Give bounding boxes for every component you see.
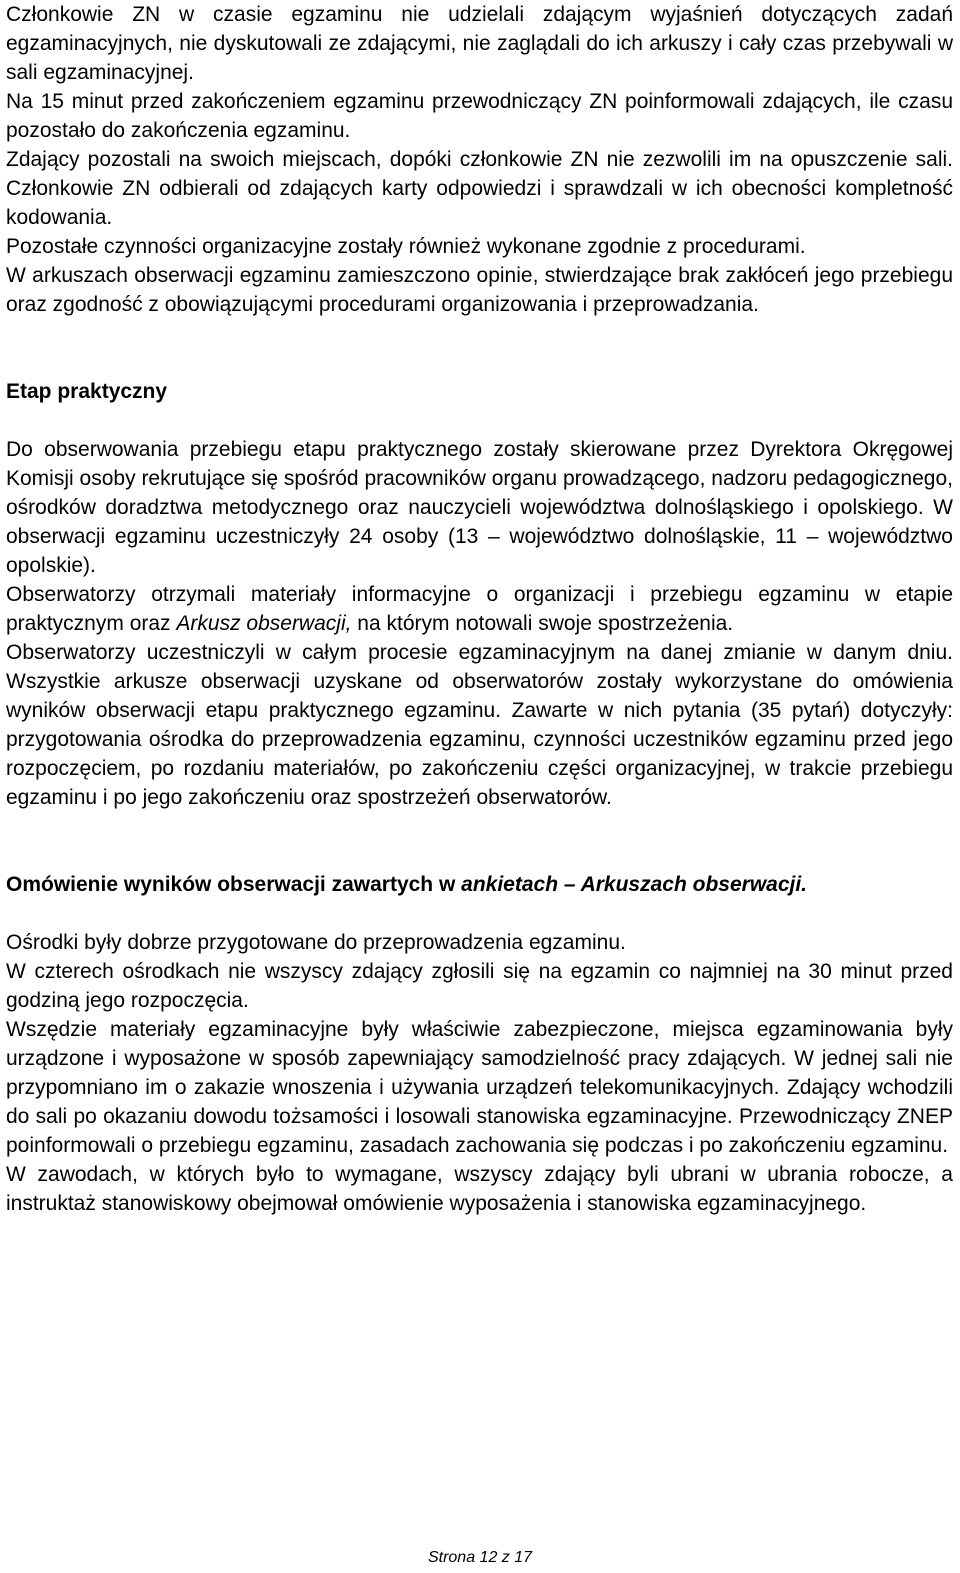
spacer: [6, 406, 953, 435]
paragraph-text: na którym notowali swoje spostrzeżenia.: [351, 612, 734, 635]
section-heading: [6, 870, 953, 899]
spacer: [6, 812, 953, 870]
paragraph: Członkowie ZN w czasie egzaminu nie udzielali zdającym wyjaśnień dotyczących zadań egzaminacyjnych, nie dyskutowali ze zdającymi, nie zaglądali do ich arkuszy i cały czas przebywali w sali egzaminacyjnej.: [6, 3, 953, 84]
paragraph: Ośrodki były dobrze przygotowane do przeprowadzenia egzaminu.: [6, 931, 626, 954]
paragraph: Pozostałe czynności organizacyjne zostały również wykonane zgodnie z procedurami.: [6, 235, 806, 258]
paragraph: Zdający pozostali na swoich miejscach, dopóki członkowie ZN nie zezwolili im na opuszczenie sali. Członkowie ZN odbierali od zdających karty odpowiedzi i sprawdzali w ich obecności kompletność kodowania.: [6, 148, 953, 229]
paragraph: W zawodach, w których było to wymagane, wszyscy zdający byli ubrani w ubrania robocze, a instruktaż stanowiskowy obejmował omówienie wyposażenia i stanowiska egzaminacyjnego.: [6, 1163, 953, 1215]
paragraph: Do obserwowania przebiegu etapu praktycznego zostały skierowane przez Dyrektora Okręgowej Komisji osoby rekrutujące się spośród pracowników organu prowadzącego, nadzoru pedagogicznego, ośrodków doradztwa metodycznego oraz nauczycieli województwa dolnośląskiego i opolskiego. W obserwacji egzaminu uczestniczyły 24 osoby (13 – województwo dolnośląskie, 11 – województwo opolskie).: [6, 438, 953, 577]
paragraph: W arkuszach obserwacji egzaminu zamieszczono opinie, stwierdzające brak zakłóceń jego przebiegu oraz zgodność z obowiązującymi procedurami organizowania i przeprowadzania.: [6, 264, 953, 316]
paragraph: Na 15 minut przed zakończeniem egzaminu przewodniczący ZN poinformowali zdających, ile czasu pozostało do zakończenia egzaminu.: [6, 90, 953, 142]
section-heading: Etap praktyczny: [6, 380, 168, 403]
paragraph: W czterech ośrodkach nie wszyscy zdający zgłosili się na egzamin co najmniej na 30 minut przed godziną jego rozpoczęcia.: [6, 960, 953, 1012]
paragraph: Obserwatorzy uczestniczyli w całym procesie egzaminacyjnym na danej zmianie w danym dniu. Wszystkie arkusze obserwacji uzyskane od obserwatorów zostały wykorzystane do omówienia wyników obserwacji etapu praktycznego egzaminu. Zawarte w nich pytania (35 pytań) dotyczyły: przygotowania ośrodka do przeprowadzenia egzaminu, czynności uczestników egzaminu przed jego rozpoczęciem, po rozdaniu materiałów, po zakończeniu części organizacyjnej, w trakcie przebiegu egzaminu i po jego zakończeniu oraz spostrzeżeń obserwatorów.: [6, 641, 953, 809]
paragraph-text: Obserwatorzy otrzymali materiały informacyjne o organizacji i przebiegu egzaminu w etapie praktycznym oraz: [6, 583, 953, 635]
heading-text: Omówienie wyników obserwacji zawartych w: [6, 873, 462, 896]
paragraph: Wszędzie materiały egzaminacyjne były właściwie zabezpieczone, miejsca egzaminowania były urządzone i wyposażone w sposób zapewniający samodzielność pracy zdających. W jednej sali nie przypomniano im o zakazie wnoszenia i używania urządzeń telekomunikacyjnych. Zdający wchodzili do sali po okazaniu dowodu tożsamości i losowali stanowiska egzaminacyjne. Przewodniczący ZNEP poinformowali o przebiegu egzaminu, zasadach zachowania się podczas i po zakończeniu egzaminu.: [6, 1018, 953, 1157]
document-page: [6, 0, 953, 1218]
spacer: [6, 319, 953, 377]
heading-emphasis: ankietach – Arkuszach obserwacji.: [461, 873, 808, 896]
emphasis-text: Arkusz obserwacji,: [176, 612, 352, 635]
page-number: Strona 12 z 17: [427, 1549, 533, 1566]
paragraph: [6, 580, 953, 638]
spacer: [6, 899, 953, 928]
